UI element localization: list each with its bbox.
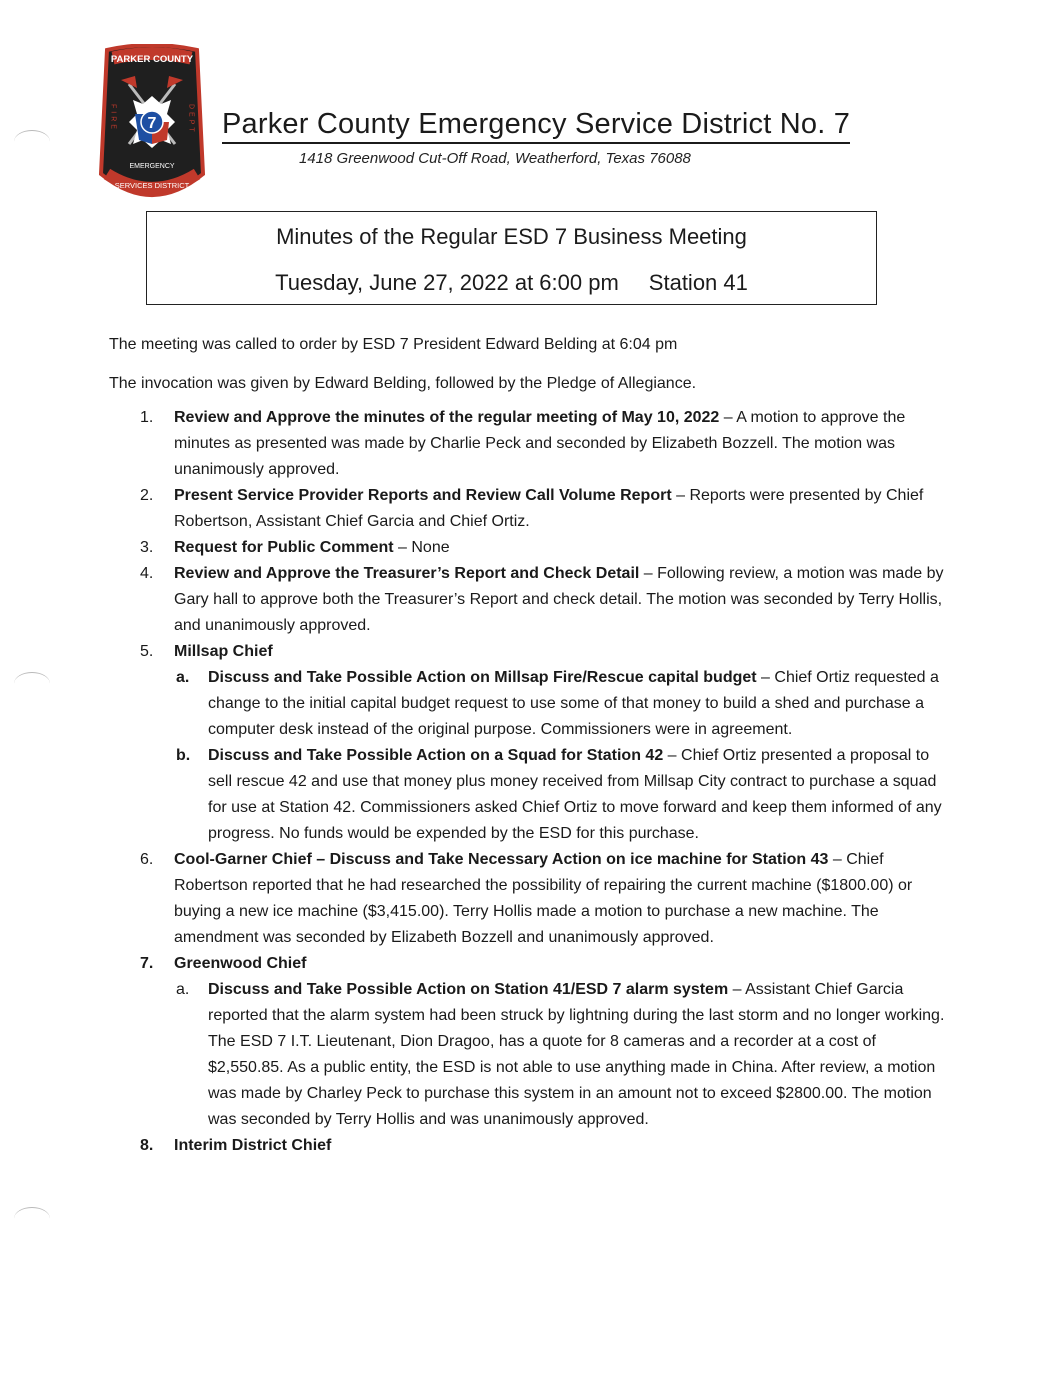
call-to-order-paragraph: The meeting was called to order by ESD 7 President Edward Belding at 6:04 pm <box>109 336 678 353</box>
logo-number: 7 <box>147 115 157 132</box>
agenda-item-text: – Following review, a motion was made by Gary hall to approve both the Treasurer’s Report and check detail. The motion was seconded by Terry Hollis, and unanimously approved. <box>174 565 944 634</box>
agenda-item-text: – A motion to approve the minutes as presented was made by Charlie Peck and seconded by Elizabeth Bozzell. The motion was unanimously approved. <box>174 409 906 478</box>
agenda-subitem-text: – Assistant Chief Garcia reported that the alarm system had been struck by lightning during the last storm and no longer working. The ESD 7 I.T. Lieutenant, Dion Dragoo, has a quote for 8 cameras and a recorder at a cost of $2,550.85. As a public entity, the ESD is not able to use anything made in China. After review, a motion was made by Charley Peck to purchase this system in an amount not to exceed $2800.00. The motion was seconded by Terry Hollis and was unanimously approved. <box>208 981 945 1128</box>
agenda-item <box>109 483 954 535</box>
agenda-item-number: 8. <box>140 1137 154 1154</box>
agenda-item-number: 1. <box>140 409 154 426</box>
logo-bottom-text-2: SERVICES DISTRICT <box>114 181 190 190</box>
agenda-item <box>109 405 954 483</box>
agenda-subitem-heading: Discuss and Take Possible Action on Station 41/ESD 7 alarm system <box>208 981 729 998</box>
meeting-title: Minutes of the Regular ESD 7 Business Meeting <box>276 224 747 249</box>
logo-right-text: DEPT <box>187 104 195 135</box>
agenda-item <box>109 639 954 665</box>
agenda-item-number: 6. <box>140 851 154 868</box>
meeting-date-time: Tuesday, June 27, 2022 at 6:00 pm <box>275 270 619 295</box>
agenda-item-heading: Cool-Garner Chief – Discuss and Take Necessary Action on ice machine for Station 43 <box>174 851 829 868</box>
agenda-item <box>109 535 954 561</box>
agenda-item-heading: Review and Approve the Treasurer’s Report and Check Detail <box>174 565 640 582</box>
agenda-item-heading: Interim District Chief <box>174 1137 332 1154</box>
agenda-item-number: 7. <box>140 955 154 972</box>
agenda-item <box>109 951 954 977</box>
agenda-item-text: – None <box>393 539 450 556</box>
agenda-subitem-letter: a. <box>176 669 190 686</box>
agenda-item-heading: Present Service Provider Reports and Review Call Volume Report <box>174 487 672 504</box>
organization-title: Parker County Emergency Service District No. 7 <box>222 108 850 144</box>
agenda-subitem <box>109 743 954 847</box>
agenda-item-number: 2. <box>140 487 154 504</box>
agenda-item-heading: Request for Public Comment <box>174 539 394 556</box>
agenda-item <box>109 1133 954 1159</box>
agenda-subitem-text: – Chief Ortiz presented a proposal to sell rescue 42 and use that money plus money received from Millsap City contract to purchase a squad for use at Station 42. Commissioners asked Chief Ortiz to move forward and keep them informed of any progress. No funds would be expended by the ESD for this purchase. <box>208 747 942 842</box>
agenda-item <box>109 847 954 951</box>
agenda-item <box>109 561 954 639</box>
meeting-info-box <box>146 211 877 305</box>
agenda-subitem-text: – Chief Ortiz requested a change to the initial capital budget request to use some of that money to build a shed and purchase a computer desk instead of the original purpose. Commissioners were in agreement. <box>208 669 939 738</box>
agenda-subitem-letter: b. <box>176 747 191 764</box>
meeting-location: Station 41 <box>648 270 748 295</box>
esd-logo-badge <box>99 44 205 204</box>
agenda-item-heading: Millsap Chief <box>174 643 273 660</box>
punch-hole-mark <box>14 672 50 695</box>
agenda-subitem <box>109 977 954 1133</box>
agenda-item-heading: Review and Approve the minutes of the regular meeting of May 10, 2022 <box>174 409 720 426</box>
agenda-item-number: 5. <box>140 643 154 660</box>
logo-left-text: FIRE <box>109 104 117 132</box>
agenda-subitem-heading: Discuss and Take Possible Action on Millsap Fire/Rescue capital budget <box>208 669 757 686</box>
agenda-item-number: 4. <box>140 565 154 582</box>
logo-bottom-text-1: EMERGENCY <box>129 163 175 170</box>
logo-top-text: PARKER COUNTY <box>110 54 194 65</box>
agenda-item-text: – Reports were presented by Chief Robertson, Assistant Chief Garcia and Chief Ortiz. <box>174 487 924 530</box>
agenda-item-number: 3. <box>140 539 154 556</box>
minutes-body <box>109 332 954 1159</box>
invocation-paragraph: The invocation was given by Edward Belding, followed by the Pledge of Allegiance. <box>109 375 697 392</box>
punch-hole-mark <box>14 1207 50 1230</box>
agenda-subitem <box>109 665 954 743</box>
agenda-item-text: – Chief Robertson reported that he had researched the possibility of repairing the current machine ($1800.00) or buying a new ice machine ($3,415.00). Terry Hollis made a motion to purchase a new machine. The amendment was seconded by Elizabeth Bozzell and unanimously approved. <box>174 851 913 946</box>
agenda-subitem-letter: a. <box>176 981 190 998</box>
organization-address: 1418 Greenwood Cut-Off Road, Weatherford, Texas 76088 <box>299 150 691 167</box>
agenda-subitem-heading: Discuss and Take Possible Action on a Squad for Station 42 <box>208 747 664 764</box>
punch-hole-mark <box>14 130 50 153</box>
agenda-item-heading: Greenwood Chief <box>174 955 307 972</box>
meeting-datetime-line <box>147 270 876 296</box>
